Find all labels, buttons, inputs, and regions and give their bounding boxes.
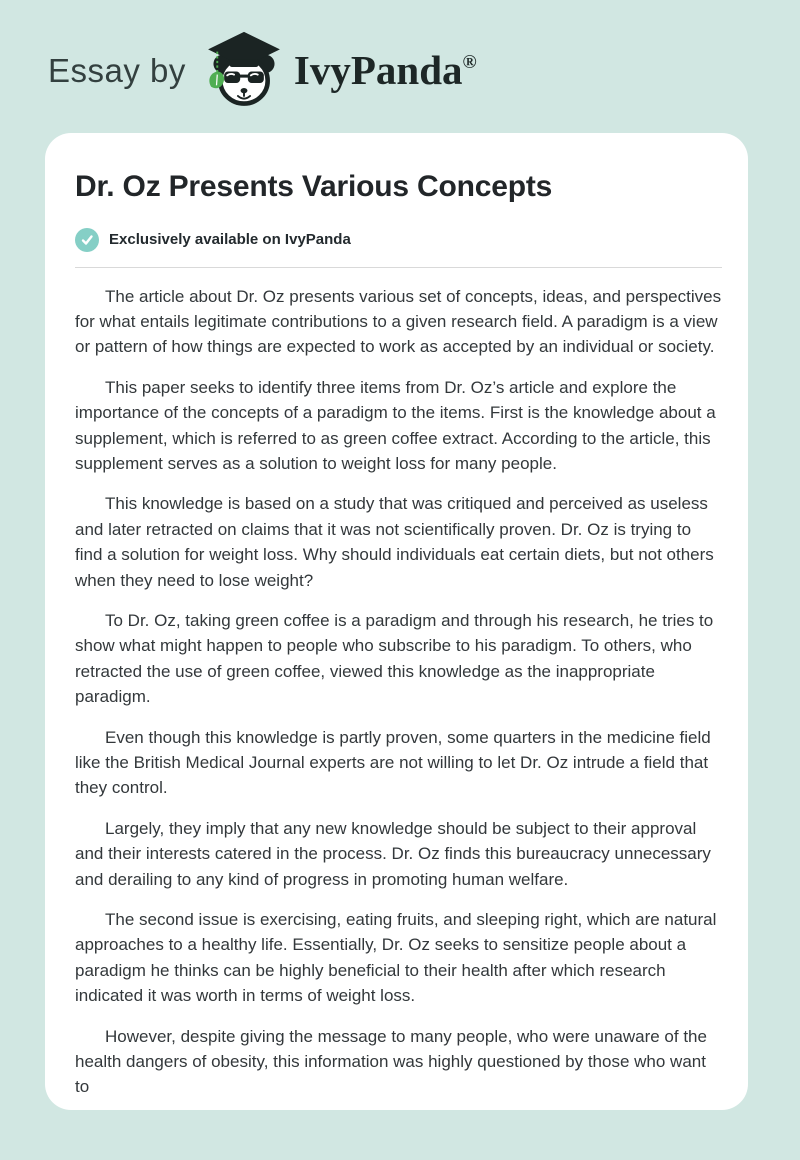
essay-paragraph: The second issue is exercising, eating fruits, and sleeping right, which are natural approaches to a healthy life. Essentially, Dr. Oz seeks to sensitize people about a paradigm he thinks can be highly beneficial to their health after which research indicated it was worth in terms of weight loss. [75, 910, 717, 1006]
check-icon [75, 228, 99, 252]
essay-paragraph: The article about Dr. Oz presents various set of concepts, ideas, and perspectives for what entails legitimate contributions to a given research field. A paradigm is a view or pattern of how things are expected to work as accepted by an individual or society. [75, 286, 722, 357]
essay-body [75, 284, 722, 1100]
essay-card [45, 133, 748, 1110]
page-title: Dr. Oz Presents Various Concepts [75, 170, 553, 203]
exclusive-badge-label: Exclusively available on IvyPanda [109, 231, 351, 248]
essay-paragraph: Even though this knowledge is partly proven, some quarters in the medicine field like the British Medical Journal experts are not willing to let Dr. Oz intrude a field that they control. [75, 727, 711, 798]
brand-wordmark [293, 46, 477, 93]
essay-paragraph: Largely, they imply that any new knowledge should be subject to their approval and their interests catered in the process. Dr. Oz finds this bureaucracy unnecessary and derailing to any kind of progress in promoting human welfare. [75, 818, 711, 889]
exclusive-badge [75, 228, 722, 252]
essay-by-label: Essay by [48, 51, 186, 89]
ivypanda-panda-logo-icon [202, 30, 286, 110]
essay-paragraph: To Dr. Oz, taking green coffee is a paradigm and through his research, he tries to show what might happen to people who subscribe to his paradigm. To others, who retracted the use of green coffee, viewed this knowledge as the inappropriate paradigm. [75, 610, 714, 707]
essay-paragraph: However, despite giving the message to many people, who were unaware of the health dangers of obesity, this information was highly questioned by those who want to [75, 1026, 707, 1097]
essay-paragraph: This knowledge is based on a study that was critiqued and perceived as useless and later retracted on claims that it was not scientifically proven. Dr. Oz is trying to find a solution for weight loss. Why should individuals eat certain diets, but not others when they need to lose weight? [75, 494, 714, 590]
divider [75, 267, 722, 268]
registered-trademark: ® [462, 51, 477, 73]
essay-paragraph: This paper seeks to identify three items from Dr. Oz’s article and explore the importance of the concepts of a paradigm to the items. First is the knowledge about a supplement, which is referred to as green coffee extract. According to the article, this supplement serves as a solution to weight loss for many people. [75, 377, 716, 473]
site-header [0, 0, 800, 110]
brand-name: IvyPanda [293, 46, 463, 93]
